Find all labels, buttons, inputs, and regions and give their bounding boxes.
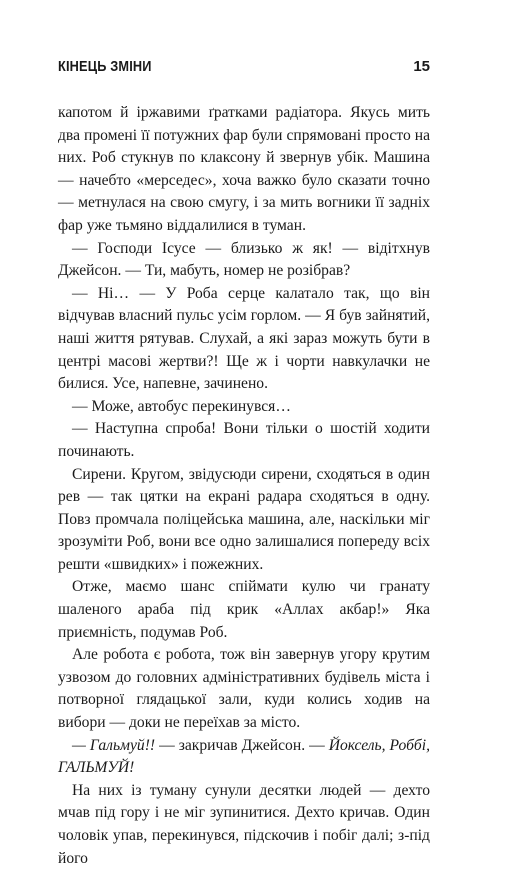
italic-shout: Йоксель, Роббі, ГАЛЬМУЙ! [58, 736, 430, 777]
paragraph: — Господи Ісусе — близько ж як! — відітхнув Джейсон. — Ти, мабуть, номер не розібрав? [58, 239, 430, 280]
paragraph: Сирени. Кругом, звідусюди сирени, сходяться в один рев — так цятки на екрані радара сходяться в одну. Повз промчала поліцейська машина, але, наскільки міг зрозуміти Роб, вони все одно залишалися попереду всіх решти «швидких» і пожежних. [58, 465, 430, 573]
paragraph: — Може, автобус перекинувся… [72, 397, 291, 415]
paragraph: — Наступна спроба! Вони тільки о шостій ходити починають. [58, 420, 430, 460]
italic-shout: — Гальмуй!! [72, 736, 156, 754]
paragraph: — Ні… — У Роба серце калатало так, що він відчував власний пульс усім горлом. — Я був зайнятий, наші життя рятував. Слухай, а які зараз можуть бути в центрі масові жертви?! Ще ж і чорти навкулачки не билися. Усе, напевне, зачинено. [58, 284, 430, 393]
paragraph: Отже, маємо шанс спіймати кулю чи гранату шаленого араба під крик «Аллах акбар!» Яка приємність, подумав Роб. [58, 578, 430, 641]
paragraph-dialogue [58, 735, 430, 780]
paragraph: На них із туману сунули десятки людей — дехто мчав під гору і не міг зупинитися. Дехто кричав. Один чоловік упав, перекинувся, підскочив і побіг далі; з-під його [58, 781, 430, 867]
page-number: 15 [413, 58, 430, 75]
paragraph: Але робота є робота, тож він завернув угору крутим узвозом до головних адміністративних будівель міста і потворної глядацької зали, куди колись ходив на вибори — доки не переїхав за місто. [58, 646, 430, 732]
running-title: КІНЕЦЬ ЗМІНИ [58, 58, 152, 75]
dialogue-attribution: — закричав Джейсон. — [155, 736, 329, 754]
body-text [58, 102, 430, 870]
paragraph: капотом й іржавими ґратками радіатора. Якусь мить два промені її потужних фар були спрямовані просто на них. Роб стукнув по клаксону й звернув убік. Машина — начебто «мерседес», хоча важко було сказати точно — метнулася на свою смугу, і за мить вогники її задніх фар уже тьмяно віддалилися в туман. [58, 104, 430, 234]
